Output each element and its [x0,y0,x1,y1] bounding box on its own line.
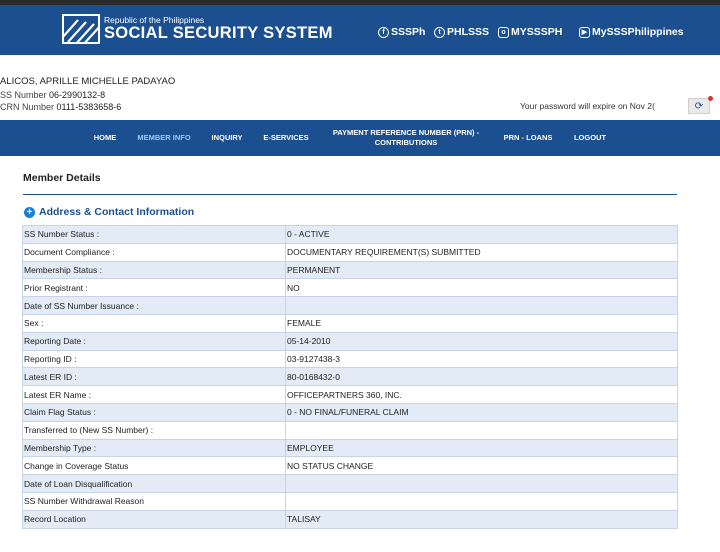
row-value: 05-14-2010 [286,332,678,350]
republic-label: Republic of the Philippines [104,15,205,25]
table-row [23,226,678,244]
password-expiry-note: Your password will expire on Nov 2( [520,101,655,111]
member-details-table [22,225,678,529]
page-title: Member Details [23,172,101,184]
refresh-icon: ⟳ [694,100,704,112]
row-value: NO [286,279,678,297]
facebook-link[interactable] [378,26,425,38]
table-row [23,297,678,315]
member-name: ALICOS, APRILLE MICHELLE PADAYAO [0,76,176,87]
row-value: EMPLOYEE [286,439,678,457]
row-value: 03-9127438-3 [286,350,678,368]
site-header [0,5,720,55]
facebook-icon: f [378,27,389,38]
row-label: Membership Status : [23,261,286,279]
table-row [23,439,678,457]
row-label: Latest ER Name : [23,386,286,404]
title-divider [23,194,677,195]
row-label: SS Number Withdrawal Reason [23,492,286,510]
table-row [23,314,678,332]
row-label: Membership Type : [23,439,286,457]
crn-number-value: 0111-5383658-6 [56,102,122,112]
row-value: FEMALE [286,314,678,332]
sss-logo-icon[interactable] [62,14,100,44]
instagram-label: MYSSSPH [511,26,563,38]
twitter-link[interactable] [434,26,489,38]
table-row [23,350,678,368]
row-value: DOCUMENTARY REQUIREMENT(S) SUBMITTED [286,243,678,261]
nav-prn-loans[interactable]: PRN - LOANS [503,133,553,142]
row-value: 80-0168432-0 [286,368,678,386]
row-label: Reporting ID : [23,350,286,368]
table-row [23,457,678,475]
ss-number-label: SS Number [0,89,47,100]
ss-number-line [0,89,175,102]
row-value: PERMANENT [286,261,678,279]
row-value: 0 - ACTIVE [286,226,678,244]
row-value: NO STATUS CHANGE [286,457,678,475]
table-row [23,243,678,261]
nav-inquiry[interactable]: INQUIRY [211,133,243,142]
crn-number-line [0,101,175,114]
section-heading: Address & Contact Information [39,206,195,218]
row-value: 0 - NO FINAL/FUNERAL CLAIM [286,403,678,421]
table-row [23,510,678,528]
nav-member-info[interactable]: MEMBER INFO [137,133,191,142]
table-row [23,421,678,439]
row-value: TALISAY [286,510,678,528]
youtube-link[interactable] [579,26,684,38]
row-label: Prior Registrant : [23,279,286,297]
row-label: Reporting Date : [23,332,286,350]
ss-number-value: 06-2990132-8 [49,89,106,100]
crn-number-label: CRN Number [0,102,55,112]
facebook-label: SSSPh [391,26,426,38]
instagram-link[interactable] [498,26,562,38]
nav-logout[interactable]: LOGOUT [573,133,607,142]
nav-e-services[interactable]: E-SERVICES [263,133,309,142]
table-row [23,475,678,493]
row-label: Document Compliance : [23,243,286,261]
table-row [23,492,678,510]
row-value [286,421,678,439]
row-value [286,297,678,315]
address-contact-toggle[interactable] [24,206,194,218]
member-summary [0,76,175,114]
instagram-icon: o [498,27,509,38]
row-value [286,475,678,493]
row-label: SS Number Status : [23,226,286,244]
row-label: Transferred to (New SS Number) : [23,421,286,439]
table-row [23,386,678,404]
nav-prn-contributions[interactable]: PAYMENT REFERENCE NUMBER (PRN) - CONTRIBUTIONS [332,128,480,147]
youtube-label: MySSSPhilippines [592,26,684,38]
twitter-label: PHLSSS [447,26,490,38]
twitter-icon: t [434,27,445,38]
row-label: Latest ER ID : [23,368,286,386]
row-label: Date of SS Number Issuance : [23,297,286,315]
row-label: Record Location [23,510,286,528]
refresh-button[interactable] [688,98,710,114]
table-row [23,368,678,386]
youtube-icon: ▶ [579,27,590,38]
row-label: Claim Flag Status : [23,403,286,421]
table-row [23,403,678,421]
row-value: OFFICEPARTNERS 360, INC. [286,386,678,404]
table-row [23,261,678,279]
table-row [23,279,678,297]
table-row [23,332,678,350]
main-nav [0,120,720,156]
expand-plus-icon: + [24,207,35,218]
site-title[interactable]: SOCIAL SECURITY SYSTEM [104,24,333,42]
row-label: Change in Coverage Status [23,457,286,475]
nav-home[interactable]: HOME [93,133,117,142]
row-label: Date of Loan Disqualification [23,475,286,493]
row-label: Sex : [23,314,286,332]
notification-dot-icon [708,96,713,101]
row-value [286,492,678,510]
